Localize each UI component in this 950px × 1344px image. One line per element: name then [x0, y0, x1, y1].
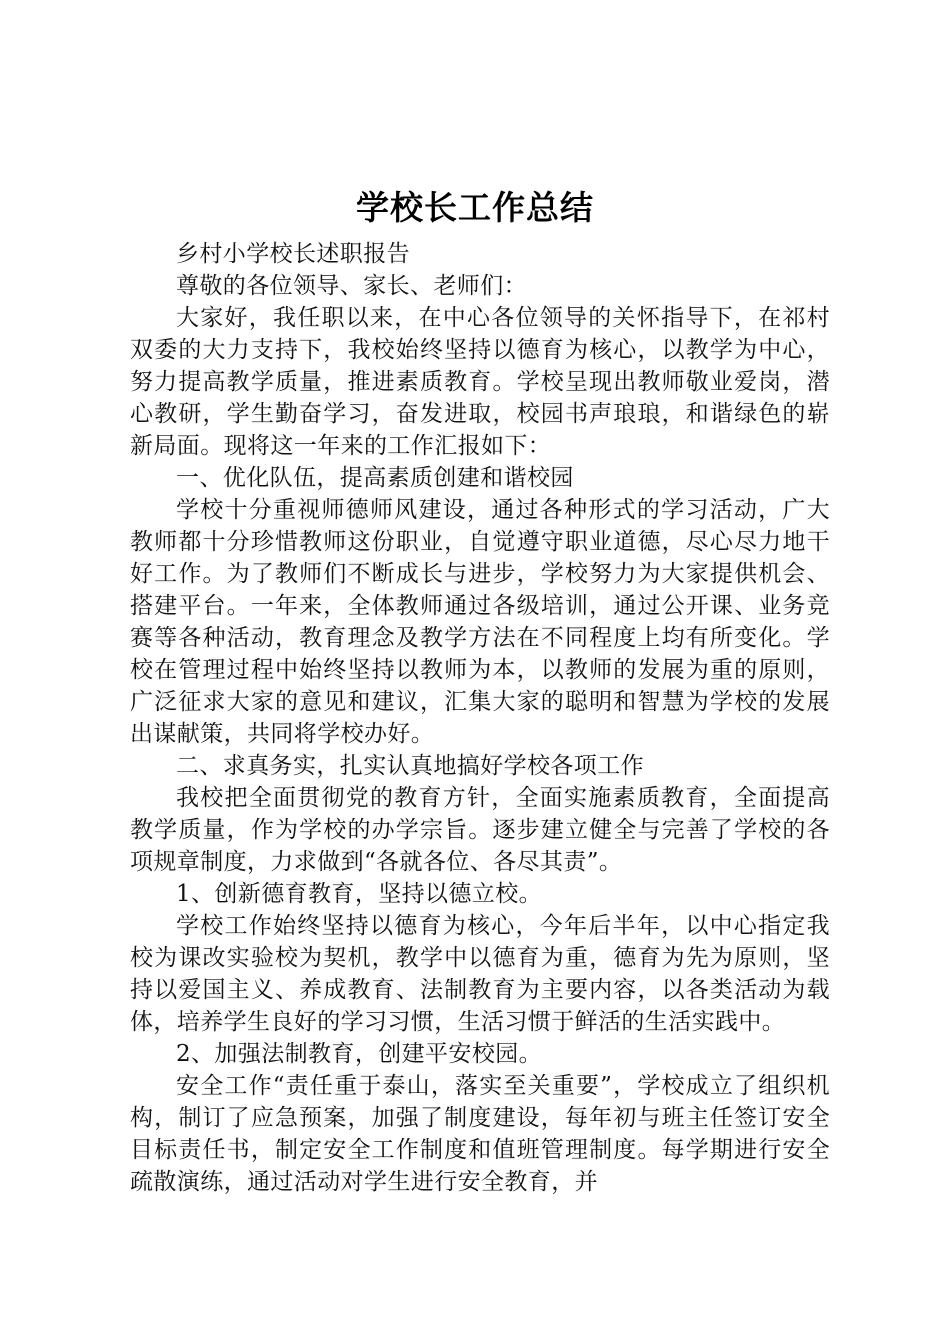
intro-paragraph: 大家好，我任职以来，在中心各位领导的关怀指导下，在祁村双委的大力支持下，我校始终坚持以德育为核心，以教学为中心，努力提高教学质量，推进素质教育。学校呈现出教师敬业爱岗，潜心教研，学生勤奋学习，奋发进取，校园书声琅琅，和谐绿色的崭新局面。现将这一年来的工作汇报如下：: [130, 305, 830, 459]
document-title: 学校长工作总结: [356, 188, 594, 227]
subsection-heading-2: 2、加强法制教育，创建平安校园。: [176, 1041, 543, 1067]
subsection-2-paragraph: 安全工作“责任重于泰山，落实至关重要”，学校成立了组织机构，制订了应急预案，加强了制度建设，每年初与班主任签订安全目标责任书，制定安全工作制度和值班管理制度。每学期进行安全疏散演练，通过活动对学生进行安全教育，并: [130, 1073, 830, 1195]
subsection-heading-1: 1、创新德育教育，坚持以德立校。: [176, 881, 543, 907]
subsection-1-paragraph: 学校工作始终坚持以德育为核心，今年后半年，以中心指定我校为课改实验校为契机，教学中以德育为重，德育为先为原则，坚持以爱国主义、养成教育、法制教育为主要内容，以各类活动为载体，培养学生良好的学习习惯，生活习惯于鲜活的生活实践中。: [130, 913, 830, 1035]
section-1-paragraph: 学校十分重视师德师风建设，通过各种形式的学习活动，广大教师都十分珍惜教师这份职业，自觉遵守职业道德，尽心尽力地干好工作。为了教师们不断成长与进步，学校努力为大家提供机会、搭建平台。一年来，全体教师通过各级培训，通过公开课、业务竞赛等各种活动，教育理念及教学方法在不同程度上均有所变化。学校在管理过程中始终坚持以教师为本，以教师的发展为重的原则，广泛征求大家的意见和建议，汇集大家的聪明和智慧为学校的发展出谋献策，共同将学校办好。: [130, 497, 830, 747]
section-2-paragraph: 我校把全面贯彻党的教育方针，全面实施素质教育，全面提高教学质量，作为学校的办学宗旨。逐步建立健全与完善了学校的各项规章制度，力求做到“各就各位、各尽其责”。: [130, 785, 830, 875]
section-heading-1: 一、优化队伍，提高素质创建和谐校园: [176, 465, 574, 491]
report-subtitle: 乡村小学校长述职报告: [176, 241, 410, 267]
salutation: 尊敬的各位领导、家长、老师们：: [176, 273, 527, 299]
section-heading-2: 二、求真务实，扎实认真地搞好学校各项工作: [176, 753, 644, 779]
document-body: [130, 238, 830, 1198]
